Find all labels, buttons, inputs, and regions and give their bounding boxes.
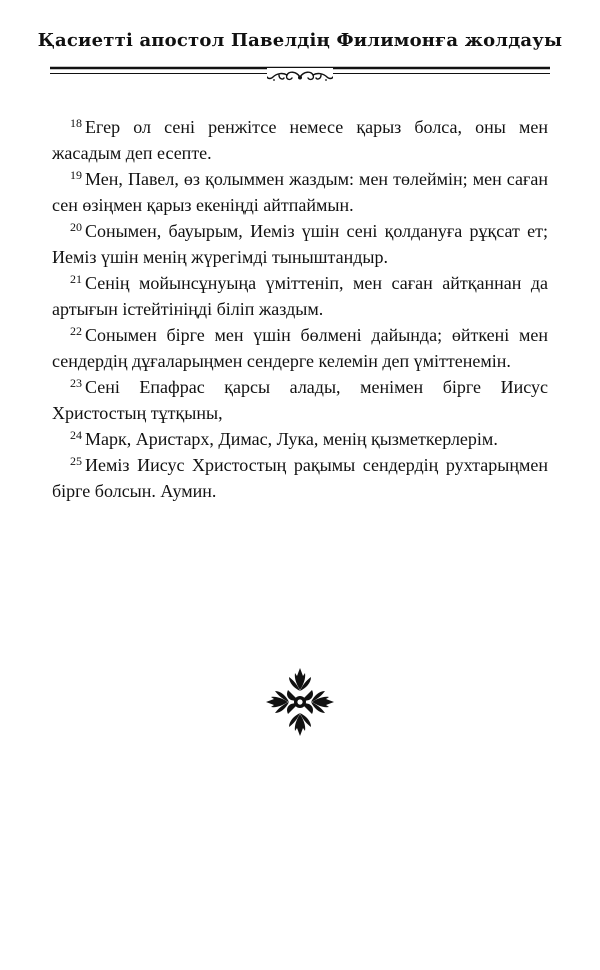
scroll-flourish-icon — [267, 68, 333, 84]
verse-21 — [52, 270, 548, 322]
verse-number: 18 — [70, 116, 82, 130]
verse-23 — [52, 374, 548, 426]
verse-text: Егер ол сені ренжітсе немесе қарыз болса, оны мен жасадым деп есепте. — [52, 117, 548, 163]
verse-text: Мен, Павел, өз қолыммен жаздым: мен төлеймін; мен саған сен өзіңмен қарыз екеніңді айтпаймын. — [52, 169, 548, 215]
verse-number: 23 — [70, 376, 82, 390]
verse-number: 24 — [70, 428, 82, 442]
verse-25 — [52, 452, 548, 504]
verse-text: Сонымен бірге мен үшін бөлмені дайында; өйткені мен сендердің дұғаларыңмен сендерге келемін деп үміттенемін. — [52, 325, 548, 371]
verse-number: 20 — [70, 220, 82, 234]
verse-19 — [52, 166, 548, 218]
verse-24 — [52, 426, 548, 452]
verse-number: 19 — [70, 168, 82, 182]
verse-number: 21 — [70, 272, 82, 286]
epistle-text — [52, 114, 548, 504]
verse-number: 25 — [70, 454, 82, 468]
verse-text: Иеміз Иисус Христостың рақымы сендердің рухтарыңмен бірге болсын. Аумин. — [52, 455, 548, 501]
verse-22 — [52, 322, 548, 374]
verse-text: Марк, Аристарх, Димас, Лука, менің қызметкерлерім. — [85, 429, 498, 449]
verse-20 — [52, 218, 548, 270]
floral-cross-icon — [258, 660, 342, 744]
verse-text: Сенің мойынсұнуыңа үміттеніп, мен саған айтқаннан да артығын істейтініңді біліп жаздым. — [52, 273, 548, 319]
verse-number: 22 — [70, 324, 82, 338]
verse-text: Сені Епафрас қарсы алады, менімен бірге Иисус Христостың тұтқыны, — [52, 377, 548, 423]
verse-text: Сонымен, бауырым, Иеміз үшін сені қолдануға рұқсат ет; Иеміз үшін менің жүрегімді тыныштандыр. — [52, 221, 548, 267]
running-head: Қасиетті апостол Павелдің Филимонға жолдауы — [37, 30, 563, 51]
verse-18 — [52, 114, 548, 166]
